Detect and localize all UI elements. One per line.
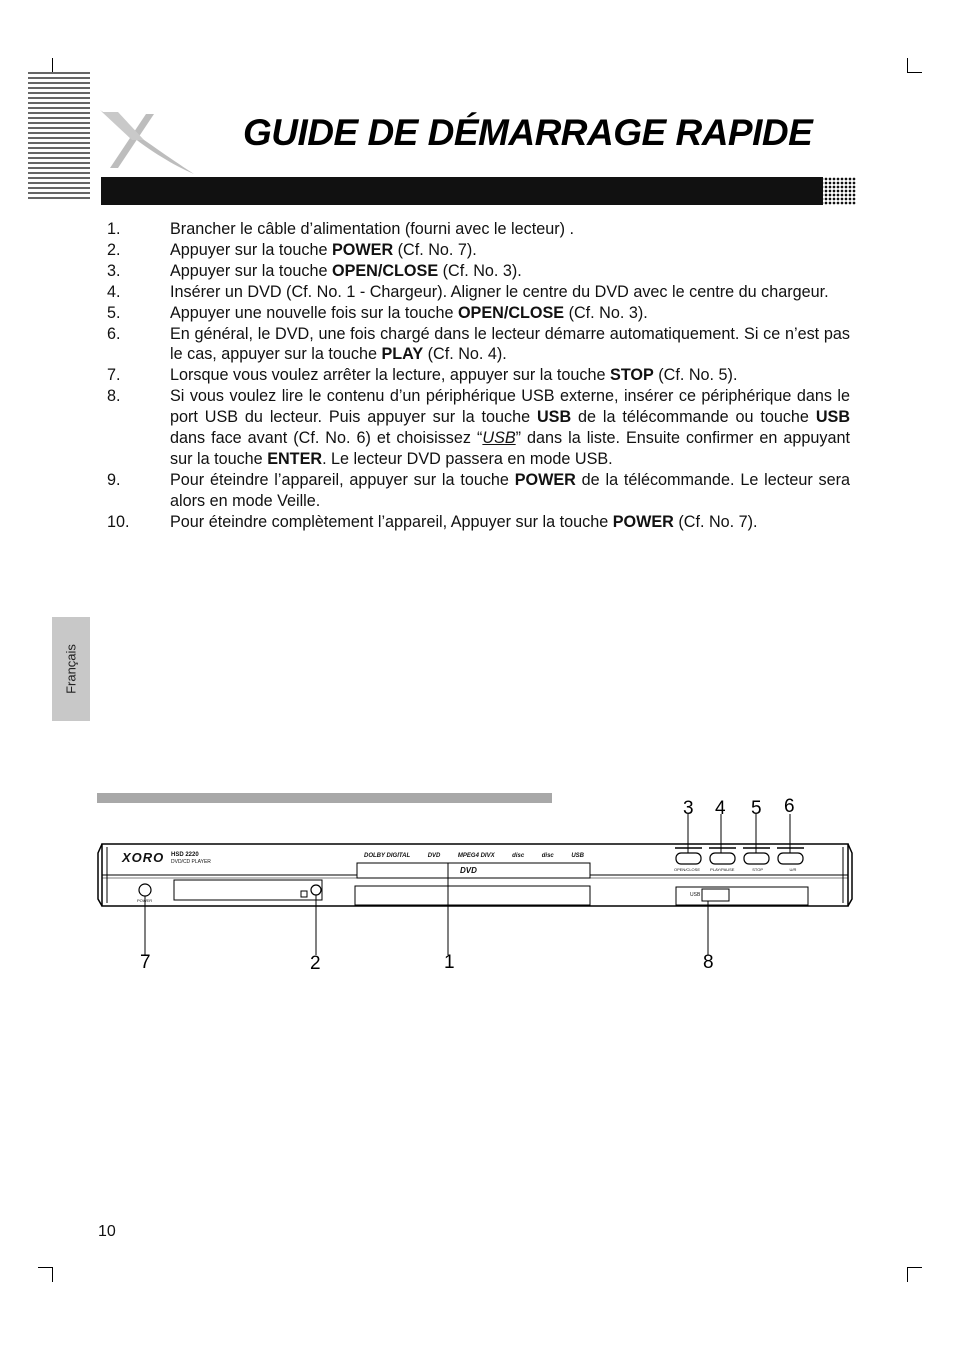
button-label: U/R: [789, 867, 797, 872]
step-number: 2.: [107, 240, 121, 259]
step-text-part: (Cf. No. 3).: [438, 261, 522, 280]
step-text-part: (Cf. No. 7).: [393, 240, 477, 259]
button-label: STOP: [752, 867, 764, 872]
step-text: [170, 365, 850, 386]
language-tab: [52, 617, 90, 721]
format-logo: disc: [512, 853, 525, 859]
instruction-step: [107, 240, 850, 261]
format-logo: USB: [571, 853, 584, 859]
crop-mark-bottom-right: [907, 1267, 922, 1282]
title-underline-bar: [101, 177, 823, 205]
tray-dvd-logo: DVD: [460, 866, 477, 875]
step-text-part: Lorsque vous voulez arrêter la lecture, appuyer sur la touche: [170, 366, 611, 385]
callout-1: 1: [444, 952, 455, 973]
step-text-part: dans face avant (Cf. No. 6) et choisissez “: [170, 429, 483, 448]
step-text-part: Pour éteindre l’appareil, appuyer sur la touche: [170, 470, 515, 489]
step-text-part: Insérer un DVD (Cf. No. 1 - Chargeur). Aligner le centre du DVD avec le centre du chargeur.: [170, 282, 829, 301]
step-keyword: USB: [815, 408, 851, 427]
step-text-part: (Cf. No. 4).: [423, 345, 507, 364]
page-title: GUIDE DE DÉMARRAGE RAPIDE: [243, 112, 813, 153]
instruction-step: [107, 386, 850, 470]
step-number: 6.: [107, 324, 121, 343]
step-text-part: Appuyer sur la touche: [170, 240, 332, 259]
step-text: [170, 512, 850, 533]
title-bar-halftone: [820, 177, 856, 205]
step-number: 8.: [107, 387, 121, 406]
step-number: 5.: [107, 303, 121, 322]
step-text-part: Appuyer sur la touche: [170, 261, 332, 280]
instruction-step: [107, 282, 850, 303]
step-text: [170, 240, 850, 261]
crop-mark-bottom-left: [38, 1267, 53, 1282]
step-text-part: ” dans la liste. Ensuite confirmer en appuyant sur la touche: [170, 429, 850, 468]
page-number: 10: [98, 1223, 116, 1240]
front-panel-diagram: [96, 795, 856, 980]
step-number: 1.: [107, 220, 121, 238]
step-text: [170, 261, 850, 282]
step-text-part: Si vous voulez lire le contenu d’un périphérique USB externe, insérer ce périphérique dans le port USB du lecteur. Puis appuyer sur la touche: [170, 387, 850, 427]
step-text: [170, 303, 850, 324]
step-text-part: de la télécommande. Le lecteur sera alors en mode Veille.: [170, 470, 850, 510]
xoro-logo: [96, 106, 198, 178]
step-text: [170, 219, 850, 240]
step-text: [170, 282, 850, 303]
format-logos: [364, 853, 584, 859]
step-keyword: PLAY: [381, 345, 424, 364]
button-label: OPEN/CLOSE: [673, 867, 700, 872]
format-logo: disc: [541, 853, 554, 859]
step-text-part: USB: [482, 429, 516, 448]
device-brand: XORO: [122, 850, 165, 865]
power-label: POWER: [137, 898, 153, 903]
device-model: HSD 2220: [171, 852, 199, 858]
callout-4: 4: [715, 798, 726, 819]
step-number: 3.: [107, 261, 121, 280]
step-number: 7.: [107, 366, 121, 385]
step-keyword: USB: [536, 408, 572, 427]
button-labels: [672, 867, 808, 872]
step-text-part: (Cf. No. 7).: [673, 512, 758, 531]
language-label: Français: [63, 644, 79, 694]
device-front-panel: [96, 795, 856, 980]
step-text-part: En général, le DVD, une fois chargé dans le lecteur démarre automatiquement. Si ce n’est pas le cas, appuyer sur la touche: [170, 324, 850, 364]
instruction-step: [107, 303, 850, 324]
instruction-step: [107, 512, 850, 533]
step-text-part: (Cf. No. 5).: [653, 366, 738, 385]
usb-port-label: USB: [690, 892, 701, 898]
step-text-part: Pour éteindre complètement l’appareil, Appuyer sur la touche: [170, 512, 613, 531]
instruction-list: [107, 219, 850, 533]
step-number: 4.: [107, 282, 121, 301]
callout-3: 3: [683, 798, 694, 819]
device-subtitle: DVD/CD PLAYER: [171, 859, 211, 865]
crop-mark-top-left: [38, 58, 53, 73]
step-text: [170, 386, 850, 470]
step-text-part: Brancher le câble d’alimentation (fourni avec le lecteur) .: [170, 220, 574, 238]
step-keyword: POWER: [612, 512, 674, 531]
step-text-part: Appuyer une nouvelle fois sur la touche: [170, 303, 458, 322]
callout-7: 7: [140, 952, 151, 973]
step-keyword: OPEN/CLOSE: [331, 261, 439, 280]
step-number: 9.: [107, 470, 121, 489]
step-keyword: POWER: [514, 470, 576, 489]
instruction-step: [107, 261, 850, 282]
step-keyword: ENTER: [267, 449, 323, 468]
callout-8: 8: [703, 952, 714, 973]
format-logo: DOLBY DIGITAL: [364, 853, 411, 859]
step-text-part: de la télécommande ou touche: [571, 408, 816, 427]
format-logo: DVD: [427, 853, 441, 859]
step-text: [170, 470, 850, 512]
step-keyword: OPEN/CLOSE: [457, 303, 565, 322]
callout-6: 6: [784, 796, 795, 817]
step-keyword: STOP: [610, 366, 654, 385]
step-number: 10.: [107, 512, 130, 531]
format-logo: MPEG4 DIVX: [457, 853, 495, 859]
callout-2: 2: [310, 953, 321, 974]
step-text: [170, 324, 850, 366]
instruction-step: [107, 365, 850, 386]
instruction-step: [107, 324, 850, 366]
callout-5: 5: [751, 798, 762, 819]
step-text-part: (Cf. No. 3).: [564, 303, 648, 322]
step-text-part: . Le lecteur DVD passera en mode USB.: [322, 449, 613, 468]
instruction-step: [107, 219, 850, 240]
decorative-stripes: [28, 72, 90, 200]
instruction-step: [107, 470, 850, 512]
step-keyword: POWER: [331, 240, 394, 259]
crop-mark-top-right: [907, 58, 922, 73]
button-label: PLAY/PAUSE: [710, 867, 735, 872]
